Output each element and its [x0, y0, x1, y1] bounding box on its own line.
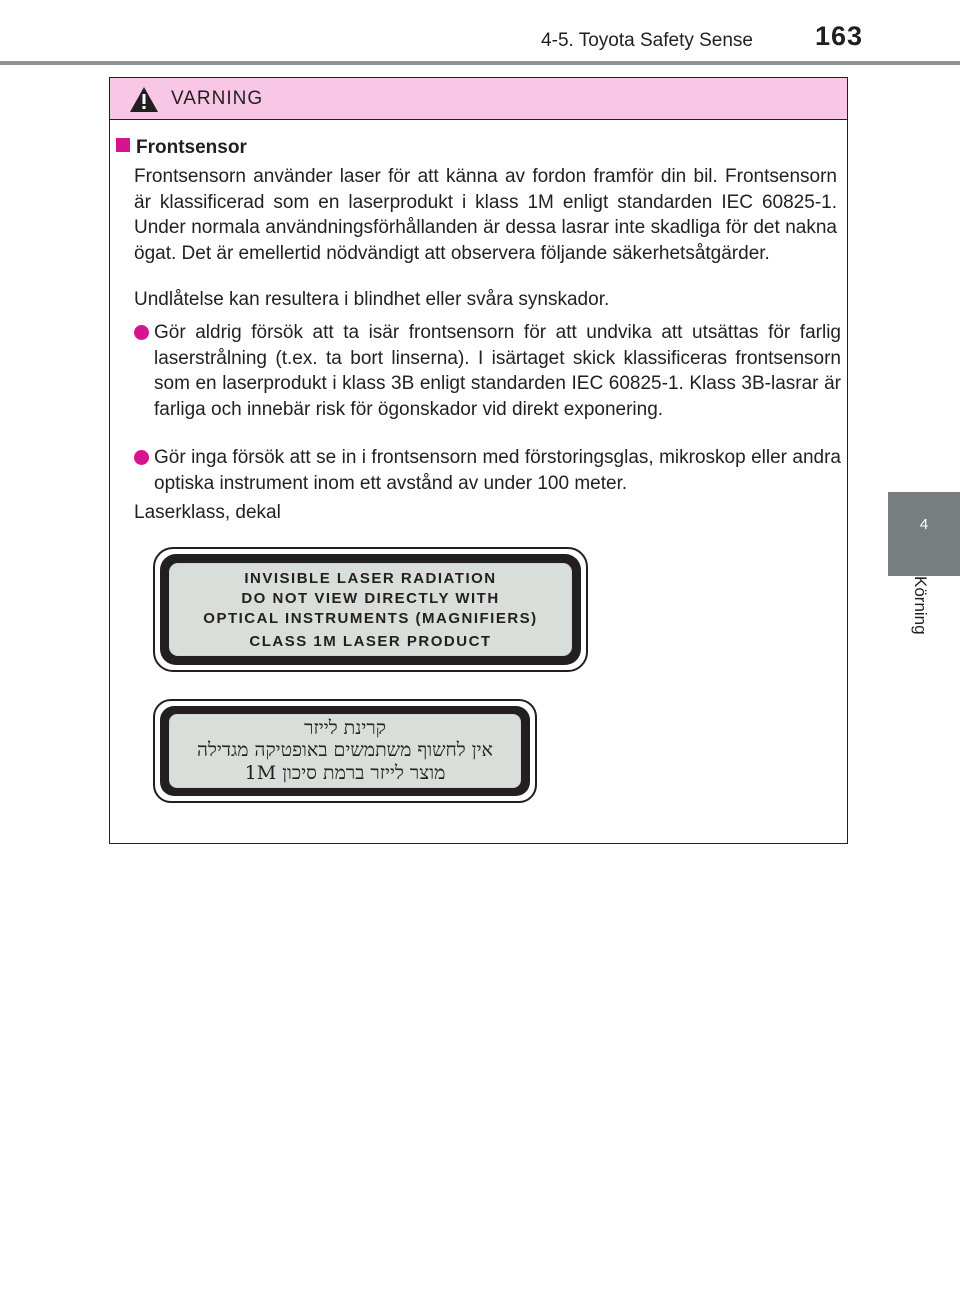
intro-paragraph: Frontsensorn använder laser för att känna av fordon framför din bil. Frontsensorn är klassificerad som en laserprodukt i klass 1M enligt standarden IEC 60825-1. Under normala användningsförhållanden är dessa lasrar inte skadliga för det nakna ögat. Det är emellertid nödvändigt att observera följande säkerhetsåtgärder.	[134, 166, 837, 264]
list-item	[134, 445, 841, 496]
section-title: 4-5. Toyota Safety Sense	[541, 30, 753, 51]
laser-label-hebrew	[153, 699, 537, 803]
warning-header	[110, 78, 847, 120]
page-number: 163	[815, 21, 864, 51]
label-panel	[169, 563, 572, 656]
chapter-label	[888, 576, 960, 696]
chapter-name: Körning	[911, 576, 930, 635]
page-header	[0, 0, 960, 60]
label-line: אין לחשוף משתמשים באופטיקה מגדילה	[197, 739, 493, 761]
warning-triangle-icon	[129, 86, 159, 113]
subsection-heading	[116, 135, 247, 161]
laser-label-english	[153, 547, 588, 672]
label-line: OPTICAL INSTRUMENTS (MAGNIFIERS)	[203, 610, 538, 627]
warning-title: VARNING	[171, 88, 264, 109]
label-line: INVISIBLE LASER RADIATION	[244, 570, 497, 587]
list-item-text: Gör inga försök att se in i frontsensorn med förstoringsglas, mikroskop eller andra optiska instrument inom ett avstånd av under 100 meter.	[154, 447, 841, 494]
label-line: קרינת לייזר	[304, 717, 386, 739]
label-panel	[169, 714, 521, 788]
label-line: DO NOT VIEW DIRECTLY WITH	[241, 590, 500, 607]
header-divider	[0, 61, 960, 65]
label-line: CLASS 1M LASER PRODUCT	[249, 633, 492, 650]
label-caption: Laserklass, dekal	[134, 502, 281, 523]
list-item	[134, 320, 841, 422]
chapter-tab	[888, 492, 960, 576]
label-line: מוצר לייזר ברמת סיכון 1M	[244, 762, 446, 784]
chapter-number: 4	[919, 516, 929, 533]
subsection-title: Frontsensor	[136, 137, 247, 158]
circle-bullet-icon	[134, 450, 149, 465]
list-item-text: Gör aldrig försök att ta isär frontsensorn för att undvika att utsättas för farlig laserstrålning (t.ex. ta bort linserna). I isärtaget skick klassificeras frontsensorn som en laserprodukt i klass 3B enligt standarden IEC 60825-1. Klass 3B-lasrar är farliga och innebär risk för ögonskador vid direkt exponering.	[154, 322, 841, 420]
circle-bullet-icon	[134, 325, 149, 340]
consequence-paragraph: Undlåtelse kan resultera i blindhet eller svåra synskador.	[134, 289, 610, 310]
square-bullet-icon	[116, 138, 130, 152]
